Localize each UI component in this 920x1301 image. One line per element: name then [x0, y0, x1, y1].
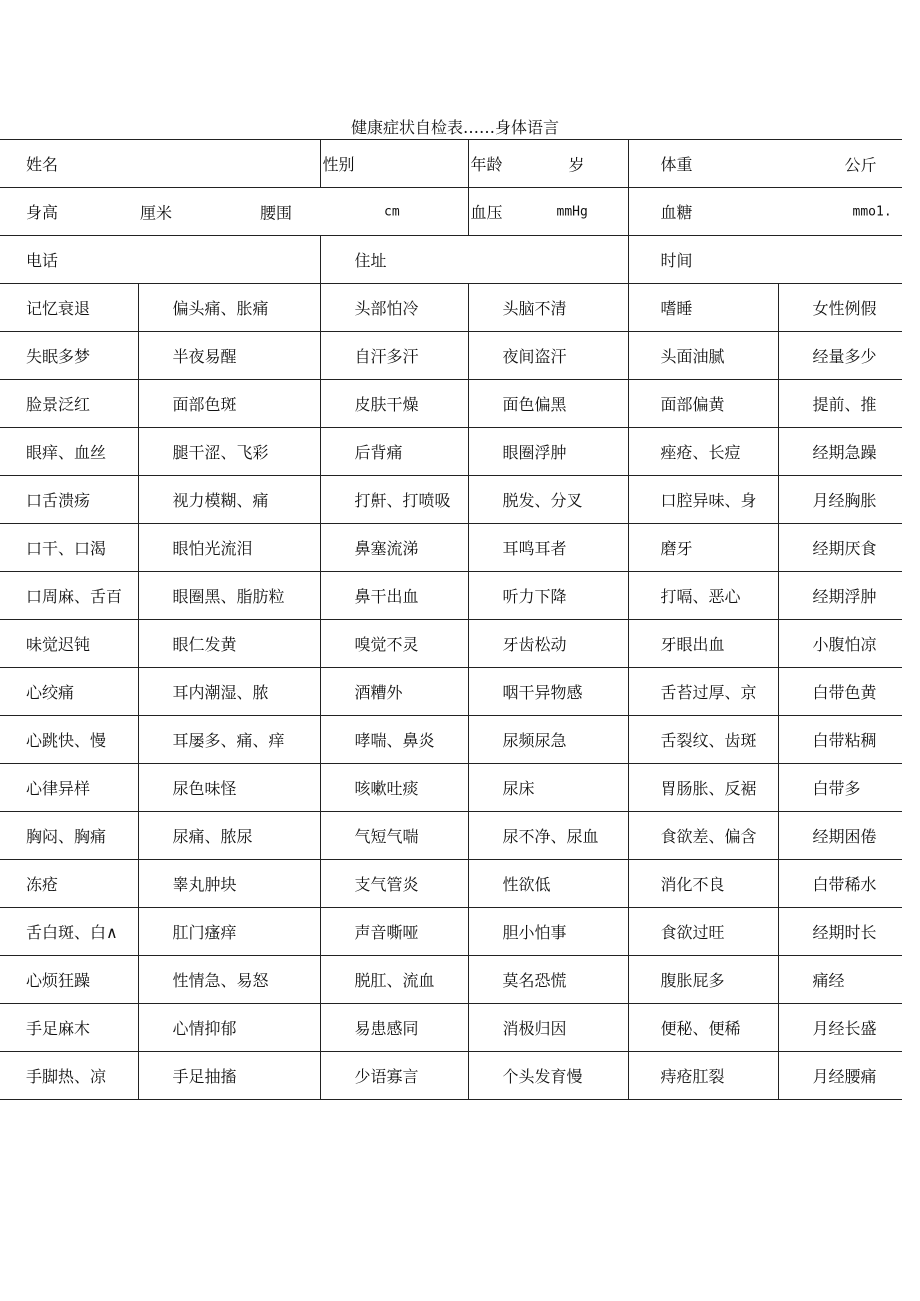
symptom-cell[interactable] [628, 956, 778, 1004]
symptom-label: 视力模糊、痛 [172, 491, 269, 510]
symptom-cell[interactable] [628, 716, 778, 764]
weight-field[interactable] [628, 140, 902, 188]
symptom-cell[interactable] [0, 524, 138, 572]
symptom-label: 脱肛、流血 [354, 971, 435, 990]
symptom-cell[interactable] [468, 764, 628, 812]
symptom-cell[interactable] [320, 812, 468, 860]
name-label: 姓名 [26, 155, 59, 174]
symptom-cell[interactable] [0, 284, 138, 332]
symptom-cell[interactable] [778, 668, 902, 716]
symptom-cell[interactable] [138, 1004, 320, 1052]
symptom-label: 尿床 [502, 779, 535, 798]
symptom-cell[interactable] [468, 620, 628, 668]
bp-unit: mmHg [556, 204, 588, 219]
symptom-label: 白带粘稠 [812, 731, 877, 750]
symptom-cell[interactable] [138, 716, 320, 764]
symptom-label: 头面油腻 [660, 347, 725, 366]
symptom-row [0, 572, 902, 620]
symptom-cell[interactable] [628, 860, 778, 908]
symptom-label: 心律异样 [26, 779, 91, 798]
symptom-cell[interactable] [468, 476, 628, 524]
symptom-cell[interactable] [468, 428, 628, 476]
symptom-label: 嗅觉不灵 [354, 635, 419, 654]
symptom-cell[interactable] [628, 1004, 778, 1052]
symptom-label: 口舌溃疡 [26, 491, 91, 510]
symptom-row [0, 1004, 902, 1052]
symptom-label: 鼻干出血 [354, 587, 419, 606]
symptom-label: 经期急躁 [812, 443, 877, 462]
symptom-cell[interactable] [628, 812, 778, 860]
symptom-label: 心烦狂躁 [26, 971, 91, 990]
symptom-label: 腿干涩、飞彩 [172, 443, 269, 462]
symptom-label: 食欲过旺 [660, 923, 725, 942]
symptom-label: 痔疮肛裂 [660, 1067, 725, 1086]
height-label: 身高 [26, 203, 59, 222]
symptom-label: 冻疮 [26, 875, 59, 894]
symptom-cell[interactable] [320, 908, 468, 956]
symptom-label: 食欲差、偏含 [660, 827, 757, 846]
symptom-cell[interactable] [468, 668, 628, 716]
height-unit: 厘米 [140, 203, 173, 222]
symptom-label: 女性例假 [812, 299, 877, 318]
document-title: 健康症状自检表……身体语言 [350, 118, 559, 137]
symptom-label: 支气管炎 [354, 875, 419, 894]
symptom-label: 眼圈浮肿 [502, 443, 567, 462]
symptom-cell[interactable] [468, 332, 628, 380]
symptom-label: 舌苔过厚、京 [660, 683, 757, 702]
symptom-cell[interactable] [0, 668, 138, 716]
symptom-label: 尿频尿急 [502, 731, 567, 750]
symptom-label: 眼仁发黄 [172, 635, 237, 654]
symptom-label: 眼痒、血丝 [26, 443, 107, 462]
symptom-cell[interactable] [778, 908, 902, 956]
symptom-cell[interactable] [0, 572, 138, 620]
symptom-label: 少语寡言 [354, 1067, 419, 1086]
symptom-label: 头脑不清 [502, 299, 567, 318]
symptom-label: 鼻塞流涕 [354, 539, 419, 558]
symptom-label: 消化不良 [660, 875, 725, 894]
symptom-label: 头部怕冷 [354, 299, 419, 318]
symptom-cell[interactable] [320, 524, 468, 572]
symptom-label: 月经长盛 [812, 1019, 877, 1038]
symptom-label: 半夜易醒 [172, 347, 237, 366]
symptom-cell[interactable] [628, 284, 778, 332]
symptom-cell[interactable] [628, 908, 778, 956]
symptom-label: 脱发、分叉 [502, 491, 583, 510]
symptom-cell[interactable] [138, 428, 320, 476]
symptom-cell[interactable] [320, 332, 468, 380]
symptom-label: 听力下降 [502, 587, 567, 606]
name-field[interactable] [0, 140, 320, 188]
symptom-label: 尿色味怪 [172, 779, 237, 798]
symptom-label: 口腔异味、身 [660, 491, 757, 510]
weight-unit: 公斤 [844, 155, 877, 174]
symptom-cell[interactable] [320, 284, 468, 332]
symptom-label: 自汗多汗 [354, 347, 419, 366]
symptom-label: 心跳快、慢 [26, 731, 107, 750]
symptom-row [0, 908, 902, 956]
symptom-cell[interactable] [320, 428, 468, 476]
symptom-label: 手足抽搐 [172, 1067, 237, 1086]
symptom-label: 手脚热、凉 [26, 1067, 107, 1086]
symptom-cell[interactable] [138, 956, 320, 1004]
age-unit: 岁 [568, 155, 585, 174]
symptom-cell[interactable] [468, 908, 628, 956]
glucose-unit: mmo1. [852, 204, 892, 219]
symptom-cell[interactable] [0, 332, 138, 380]
symptom-label: 咽干异物感 [502, 683, 583, 702]
symptom-label: 后背痛 [354, 443, 403, 462]
symptom-label: 小腹怕凉 [812, 635, 877, 654]
symptom-label: 肛门瘙痒 [172, 923, 237, 942]
symptom-row [0, 332, 902, 380]
symptom-label: 经量多少 [812, 347, 877, 366]
symptom-label: 牙齿松动 [502, 635, 567, 654]
symptom-label: 莫名恐慌 [502, 971, 567, 990]
symptom-label: 胆小怕事 [502, 923, 567, 942]
blood-pressure-field[interactable] [468, 188, 628, 236]
symptom-cell[interactable] [628, 668, 778, 716]
symptom-cell[interactable] [0, 812, 138, 860]
symptom-row [0, 956, 902, 1004]
symptom-cell[interactable] [320, 1052, 468, 1100]
gender-field[interactable] [320, 140, 468, 188]
symptom-label: 眼圈黑、脂肪粒 [172, 587, 285, 606]
health-checklist-table [0, 139, 902, 1100]
symptom-label: 耳鸣耳者 [502, 539, 567, 558]
symptom-cell[interactable] [0, 620, 138, 668]
symptom-cell[interactable] [0, 1052, 138, 1100]
time-field[interactable] [628, 236, 902, 284]
symptom-cell[interactable] [778, 1052, 902, 1100]
symptom-label: 失眠多梦 [26, 347, 91, 366]
symptom-label: 打鼾、打喷吸 [354, 491, 451, 510]
symptom-label: 眼怕光流泪 [172, 539, 253, 558]
symptom-cell[interactable] [468, 524, 628, 572]
symptom-label: 手足麻木 [26, 1019, 91, 1038]
symptom-cell[interactable] [138, 332, 320, 380]
symptom-cell[interactable] [468, 812, 628, 860]
age-label: 年龄 [470, 155, 503, 174]
info-row-measurements [0, 188, 902, 236]
symptom-cell[interactable] [778, 284, 902, 332]
bp-label: 血压 [470, 203, 503, 222]
symptom-cell[interactable] [0, 956, 138, 1004]
symptom-label: 声音嘶哑 [354, 923, 419, 942]
glucose-label: 血糖 [660, 203, 693, 222]
symptom-label: 尿不净、尿血 [502, 827, 599, 846]
symptom-cell[interactable] [138, 476, 320, 524]
symptom-cell[interactable] [628, 1052, 778, 1100]
symptom-label: 睾丸肿块 [172, 875, 237, 894]
symptom-cell[interactable] [0, 428, 138, 476]
symptom-label: 面色偏黑 [502, 395, 567, 414]
symptom-cell[interactable] [138, 620, 320, 668]
symptom-cell[interactable] [778, 572, 902, 620]
symptom-cell[interactable] [138, 764, 320, 812]
symptom-label: 腹胀屁多 [660, 971, 725, 990]
symptom-label: 经期困倦 [812, 827, 877, 846]
symptom-cell[interactable] [468, 1004, 628, 1052]
symptom-label: 心情抑郁 [172, 1019, 237, 1038]
symptom-label: 口周麻、舌百 [26, 587, 123, 606]
symptom-cell[interactable] [468, 716, 628, 764]
symptom-cell[interactable] [320, 764, 468, 812]
symptom-row [0, 716, 902, 764]
symptom-row [0, 620, 902, 668]
symptom-cell[interactable] [628, 764, 778, 812]
symptom-label: 牙眼出血 [660, 635, 725, 654]
phone-label: 电话 [26, 251, 59, 270]
waist-label: 腰围 [260, 203, 293, 222]
symptom-label: 舌白斑、白∧ [26, 923, 118, 942]
symptom-row [0, 284, 902, 332]
symptom-cell[interactable] [0, 716, 138, 764]
symptom-label: 偏头痛、胀痛 [172, 299, 269, 318]
symptom-label: 皮肤干燥 [354, 395, 419, 414]
symptom-label: 记忆衰退 [26, 299, 91, 318]
address-field[interactable] [320, 236, 628, 284]
symptom-label: 打嗝、恶心 [660, 587, 741, 606]
symptom-cell[interactable] [0, 860, 138, 908]
symptom-label: 性欲低 [502, 875, 551, 894]
symptom-label: 白带稀水 [812, 875, 877, 894]
symptom-cell[interactable] [320, 476, 468, 524]
symptom-row [0, 812, 902, 860]
symptom-cell[interactable] [138, 572, 320, 620]
symptom-label: 性情急、易怒 [172, 971, 269, 990]
height-waist-field[interactable] [0, 188, 468, 236]
symptom-cell[interactable] [468, 860, 628, 908]
phone-field[interactable] [0, 236, 320, 284]
symptom-label: 经期厌食 [812, 539, 877, 558]
symptom-label: 口干、口渴 [26, 539, 107, 558]
symptom-cell[interactable] [320, 956, 468, 1004]
time-label: 时间 [660, 251, 693, 270]
symptom-label: 气短气喘 [354, 827, 419, 846]
symptom-label: 嗜睡 [660, 299, 693, 318]
symptom-row [0, 1052, 902, 1100]
symptom-cell[interactable] [320, 668, 468, 716]
symptom-cell[interactable] [138, 1052, 320, 1100]
symptom-label: 耳屡多、痛、痒 [172, 731, 285, 750]
info-row-contact [0, 236, 902, 284]
symptom-cell[interactable] [778, 1004, 902, 1052]
address-label: 住址 [354, 251, 387, 270]
symptom-label: 月经腰痛 [812, 1067, 877, 1086]
age-field[interactable] [468, 140, 628, 188]
blood-glucose-field[interactable] [628, 188, 902, 236]
symptom-cell[interactable] [468, 284, 628, 332]
symptom-cell[interactable] [778, 476, 902, 524]
symptom-cell[interactable] [138, 284, 320, 332]
symptom-cell[interactable] [628, 428, 778, 476]
symptom-label: 胃肠胀、反裾 [660, 779, 757, 798]
symptom-cell[interactable] [628, 476, 778, 524]
symptom-cell[interactable] [778, 332, 902, 380]
symptom-cell[interactable] [628, 332, 778, 380]
symptom-cell[interactable] [778, 764, 902, 812]
symptom-cell[interactable] [778, 428, 902, 476]
symptom-cell[interactable] [320, 620, 468, 668]
symptom-label: 痛经 [812, 971, 845, 990]
symptom-cell[interactable] [778, 860, 902, 908]
symptom-label: 胸闷、胸痛 [26, 827, 107, 846]
symptom-label: 味觉迟钝 [26, 635, 91, 654]
symptom-cell[interactable] [468, 1052, 628, 1100]
symptom-label: 痤疮、长痘 [660, 443, 741, 462]
symptom-cell[interactable] [138, 860, 320, 908]
waist-unit: cm [384, 204, 400, 219]
symptom-cell[interactable] [320, 716, 468, 764]
symptom-row [0, 524, 902, 572]
symptom-cell[interactable] [778, 380, 902, 428]
symptom-label: 哮喘、鼻炎 [354, 731, 435, 750]
symptom-cell[interactable] [320, 572, 468, 620]
symptom-label: 耳内潮湿、脓 [172, 683, 269, 702]
symptom-row [0, 428, 902, 476]
symptom-cell[interactable] [320, 1004, 468, 1052]
symptom-cell[interactable] [778, 956, 902, 1004]
symptom-label: 心绞痛 [26, 683, 75, 702]
symptom-cell[interactable] [320, 860, 468, 908]
symptom-label: 舌裂纹、齿斑 [660, 731, 757, 750]
symptom-label: 提前、推 [812, 395, 877, 414]
symptom-cell[interactable] [138, 812, 320, 860]
symptom-cell[interactable] [138, 524, 320, 572]
symptom-row [0, 764, 902, 812]
symptom-label: 易患感同 [354, 1019, 419, 1038]
symptom-label: 经期时长 [812, 923, 877, 942]
symptom-label: 酒糟外 [354, 683, 403, 702]
symptom-cell[interactable] [468, 572, 628, 620]
symptom-label: 白带多 [812, 779, 861, 798]
symptom-cell[interactable] [628, 524, 778, 572]
symptom-label: 白带色黄 [812, 683, 877, 702]
symptom-label: 脸景泛红 [26, 395, 91, 414]
info-row-basic [0, 140, 902, 188]
symptom-cell[interactable] [0, 764, 138, 812]
symptom-row [0, 380, 902, 428]
symptom-cell[interactable] [0, 476, 138, 524]
weight-label: 体重 [660, 155, 693, 174]
gender-label: 性别 [322, 155, 355, 174]
symptom-cell[interactable] [468, 956, 628, 1004]
symptom-label: 咳嗽吐痰 [354, 779, 419, 798]
symptom-cell[interactable] [0, 380, 138, 428]
symptom-label: 磨牙 [660, 539, 693, 558]
symptom-cell[interactable] [778, 716, 902, 764]
symptom-cell[interactable] [628, 380, 778, 428]
symptom-label: 便秘、便稀 [660, 1019, 741, 1038]
symptom-label: 面部色斑 [172, 395, 237, 414]
symptom-row [0, 860, 902, 908]
symptom-label: 夜间盗汗 [502, 347, 567, 366]
symptom-row [0, 476, 902, 524]
symptom-cell[interactable] [0, 1004, 138, 1052]
symptom-cell[interactable] [320, 380, 468, 428]
symptom-label: 消极归因 [502, 1019, 567, 1038]
symptom-cell[interactable] [138, 908, 320, 956]
symptom-cell[interactable] [628, 620, 778, 668]
symptom-label: 尿痛、脓尿 [172, 827, 253, 846]
symptom-cell[interactable] [778, 812, 902, 860]
symptom-cell[interactable] [628, 572, 778, 620]
symptom-label: 经期浮肿 [812, 587, 877, 606]
symptom-cell[interactable] [138, 380, 320, 428]
symptom-cell[interactable] [778, 524, 902, 572]
symptom-row [0, 668, 902, 716]
symptom-label: 个头发育慢 [502, 1067, 583, 1086]
symptom-label: 月经胸胀 [812, 491, 877, 510]
symptom-cell[interactable] [138, 668, 320, 716]
symptom-cell[interactable] [0, 908, 138, 956]
symptom-label: 面部偏黄 [660, 395, 725, 414]
symptom-cell[interactable] [778, 620, 902, 668]
symptom-cell[interactable] [468, 380, 628, 428]
